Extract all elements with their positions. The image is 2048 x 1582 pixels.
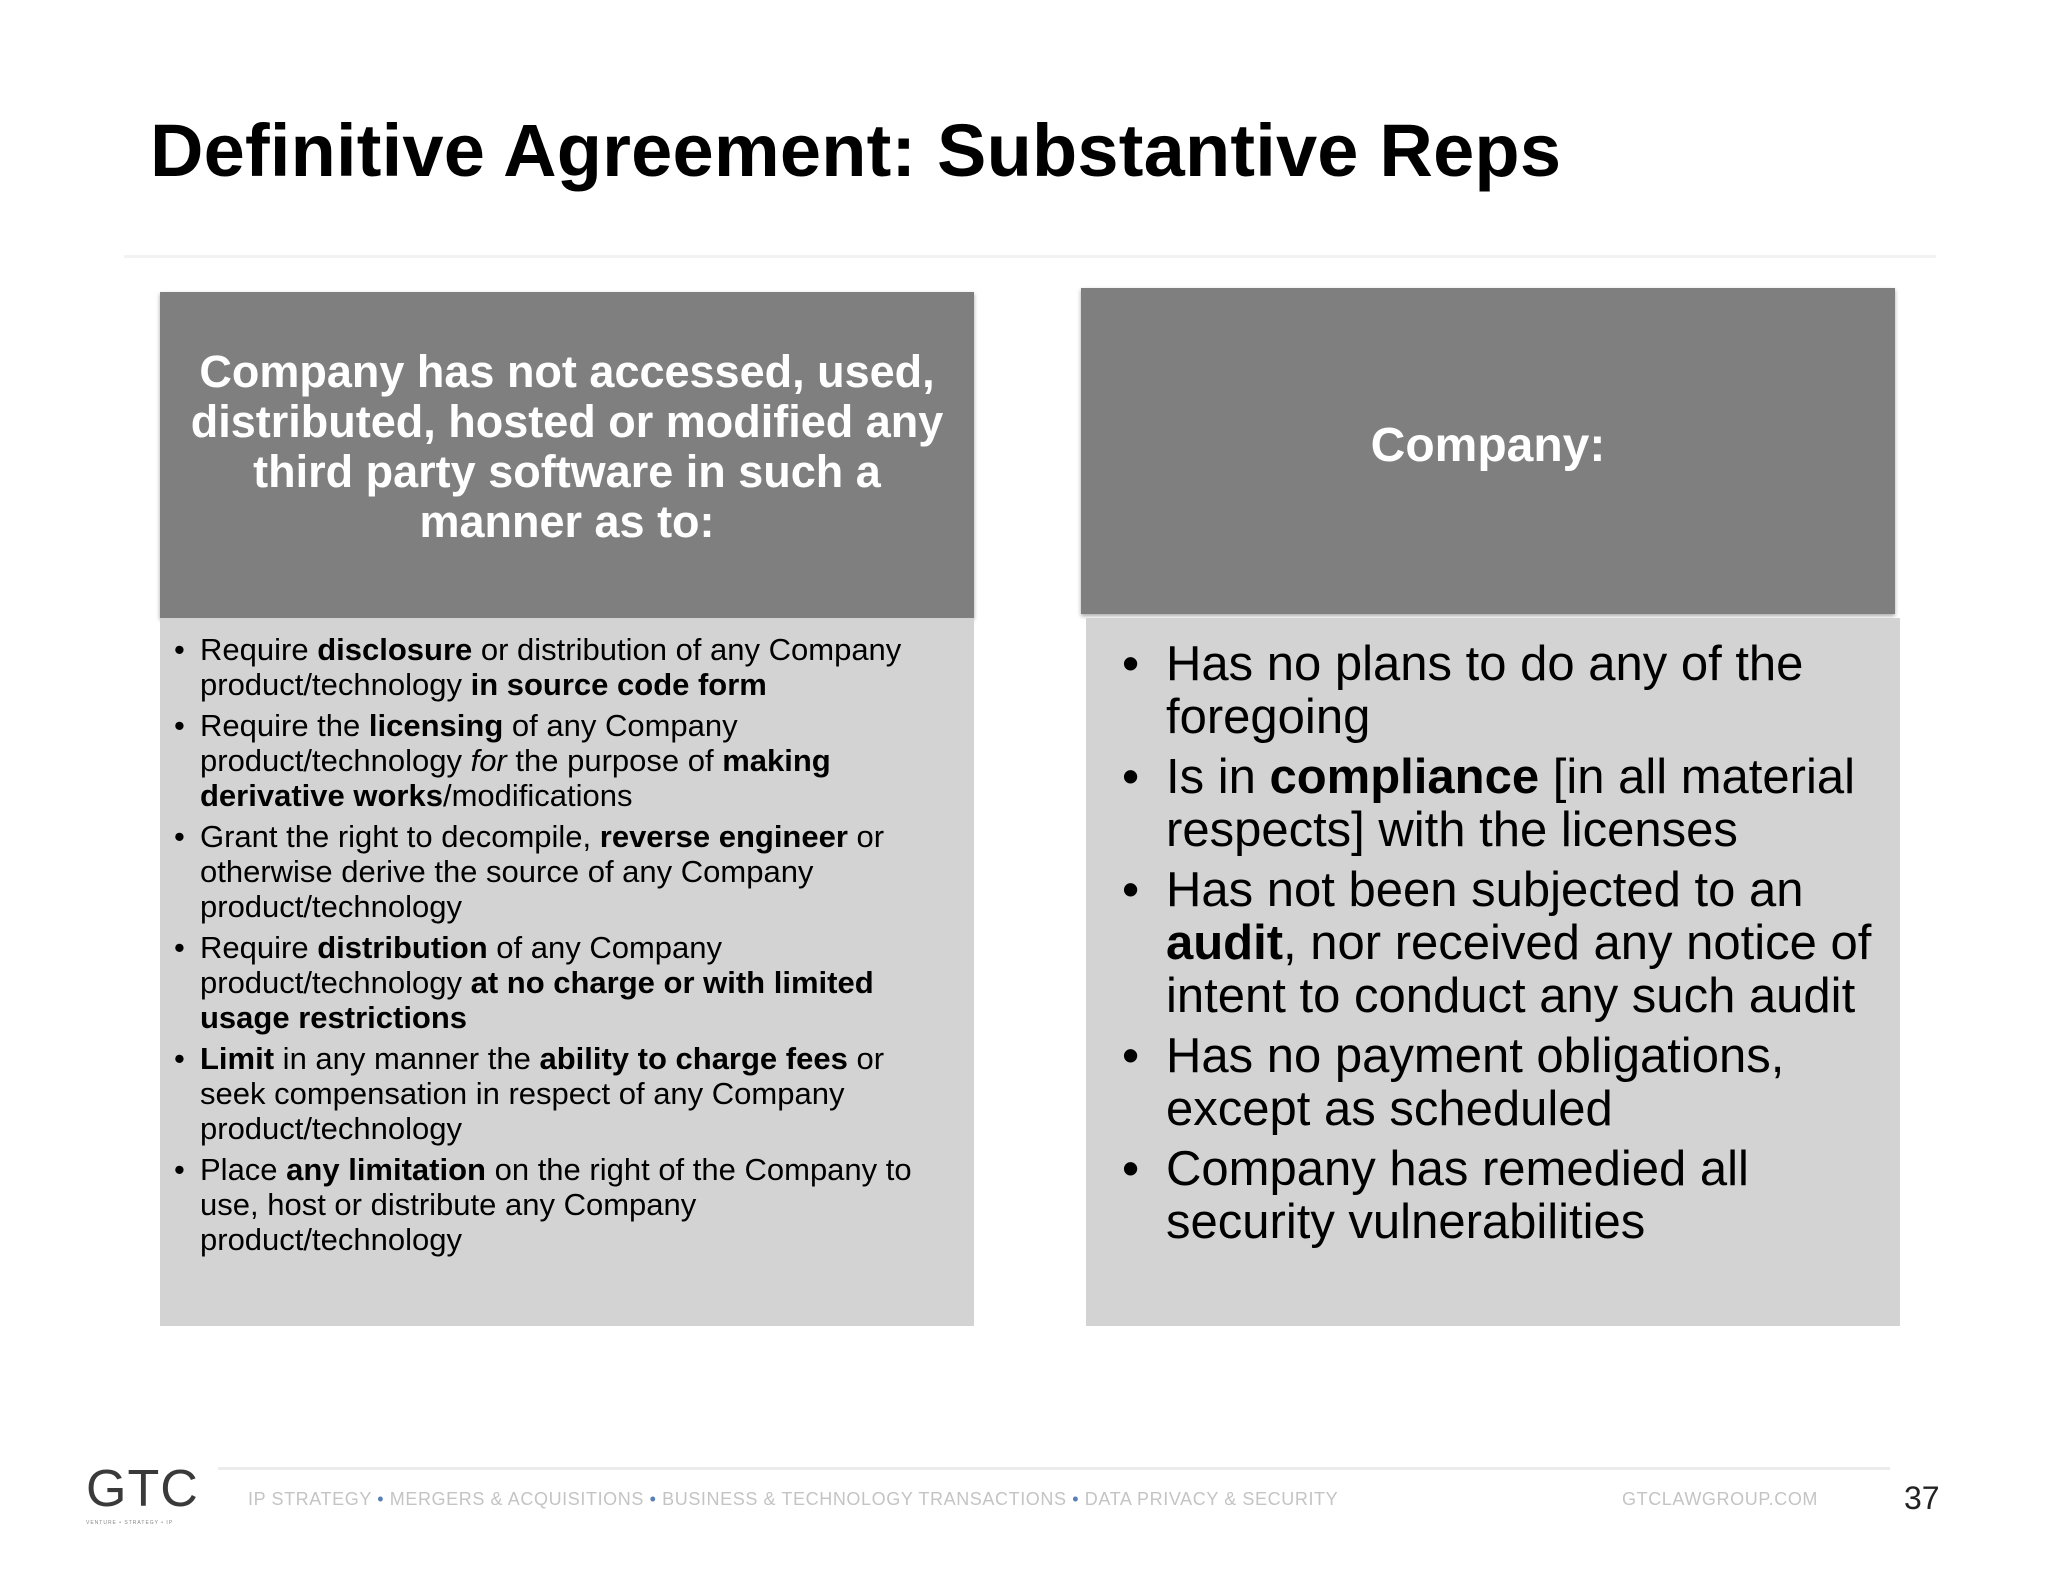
item-text-run: Has no plans to do any of the foregoing: [1166, 637, 1804, 744]
item-text-run: disclosure: [317, 632, 473, 667]
list-item: [1106, 638, 1880, 744]
tagline-separator: •: [371, 1489, 390, 1509]
item-text-run: reverse engineer: [599, 819, 848, 854]
right-column-header: [1081, 288, 1895, 614]
item-text-run: or otherwise derive the source of any Company product/technology: [200, 819, 885, 924]
right-column-header-text: Company:: [1370, 419, 1606, 472]
item-text-run: /modifications: [442, 778, 633, 813]
bullet-icon: •: [174, 632, 185, 667]
list-item: [1106, 751, 1880, 857]
website-url: GTCLAWGROUP.COM: [1622, 1489, 1819, 1509]
left-column-header-text: Company has not accessed, used, distributed, hosted or modified any third party software in such a manner as to:: [190, 346, 944, 547]
item-text-run: any limitation: [286, 1152, 486, 1187]
left-column-body: [160, 618, 974, 1326]
bullet-icon: •: [1122, 750, 1140, 804]
item-text-run: Require the: [200, 708, 369, 743]
item-text-run: Has no payment obligations, except as scheduled: [1166, 1029, 1785, 1136]
item-text-run: Is in: [1166, 750, 1270, 804]
right-column-body: [1086, 618, 1900, 1326]
item-text-run: the purpose of: [506, 743, 723, 778]
list-item: [174, 930, 948, 1035]
item-text-run: ability to charge fees: [539, 1041, 848, 1076]
practice-area: MERGERS & ACQUISITIONS: [389, 1489, 644, 1509]
item-text-run: audit: [1166, 916, 1284, 970]
practice-areas-tagline: [248, 1489, 1338, 1510]
logo-tagline: VENTURE • STRATEGY • IP: [86, 1520, 174, 1526]
item-text-run: at no charge or with limited usage restrictions: [200, 965, 874, 1035]
item-text-run: Grant the right to decompile,: [200, 819, 600, 854]
item-text-run: or seek compensation in respect of any Company product/technology: [200, 1041, 885, 1146]
title-divider: [124, 255, 1936, 258]
item-text-run: on the right of the Company to use, host or distribute any Company product/technology: [200, 1152, 912, 1257]
list-item: [1106, 1030, 1880, 1136]
list-item: [1106, 1143, 1880, 1249]
logo-text: GTC: [86, 1460, 199, 1518]
practice-area: BUSINESS & TECHNOLOGY TRANSACTIONS: [662, 1489, 1067, 1509]
item-text-run: for: [470, 743, 507, 778]
bullet-icon: •: [174, 708, 185, 743]
tagline-separator: •: [1066, 1489, 1085, 1509]
slide-title: Definitive Agreement: Substantive Reps: [150, 109, 1562, 192]
item-text-run: of any Company product/technology: [200, 708, 738, 778]
bullet-icon: •: [1122, 1142, 1140, 1196]
footer-divider: [218, 1467, 1890, 1470]
bullet-icon: •: [174, 819, 185, 854]
page-number: 37: [1904, 1480, 1940, 1516]
item-text-run: compliance: [1269, 750, 1540, 804]
item-text-run: [in all material respects] with the licenses: [1166, 750, 1855, 857]
bullet-icon: •: [174, 1152, 185, 1187]
list-item: [174, 632, 948, 702]
list-item: [174, 1152, 948, 1257]
item-text-run: Require: [200, 632, 318, 667]
bullet-icon: •: [174, 1041, 185, 1076]
list-item: [174, 708, 948, 813]
item-text-run: Require: [200, 930, 318, 965]
item-text-run: Place: [200, 1152, 287, 1187]
bullet-icon: •: [1122, 1029, 1140, 1083]
item-text-run: , nor received any notice of intent to conduct any such audit: [1166, 916, 1872, 1023]
left-column-header: [160, 292, 974, 618]
list-item: [174, 819, 948, 924]
tagline-separator: •: [644, 1489, 663, 1509]
left-bullet-list: [174, 632, 948, 1257]
list-item: [1106, 864, 1880, 1023]
item-text-run: licensing: [368, 708, 504, 743]
item-text-run: Has not been subjected to an: [1166, 863, 1804, 917]
bullet-icon: •: [1122, 863, 1140, 917]
bullet-icon: •: [174, 930, 185, 965]
item-text-run: making derivative works: [200, 743, 831, 813]
practice-area: DATA PRIVACY & SECURITY: [1084, 1489, 1339, 1509]
right-bullet-list: [1106, 638, 1880, 1249]
bullet-icon: •: [1122, 637, 1140, 691]
item-text-run: Company has remedied all security vulnerabilities: [1166, 1142, 1749, 1249]
item-text-run: of any Company product/technology: [200, 930, 723, 1000]
item-text-run: in source code form: [470, 667, 767, 702]
item-text-run: or distribution of any Company product/technology: [200, 632, 902, 702]
gtc-logo: [86, 1462, 206, 1532]
item-text-run: in any manner the: [274, 1041, 540, 1076]
item-text-run: distribution: [317, 930, 488, 965]
practice-area: IP STRATEGY: [248, 1489, 372, 1509]
list-item: [174, 1041, 948, 1146]
item-text-run: Limit: [200, 1041, 275, 1076]
